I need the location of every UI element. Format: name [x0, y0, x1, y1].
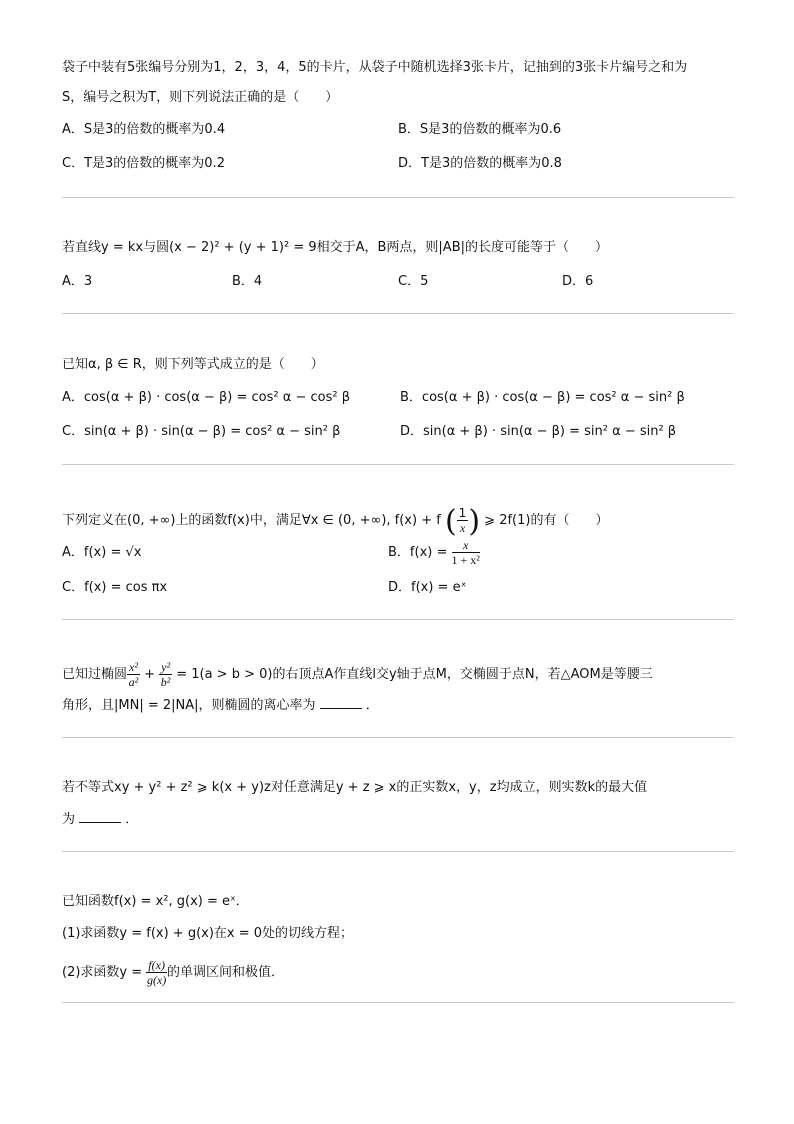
y-squared-over-b-squared	[159, 660, 172, 689]
question-5-lead: 已知过椭圆	[62, 667, 128, 682]
paren-close: )	[468, 504, 481, 539]
question-4-stem	[62, 504, 609, 539]
fraction-numerator: 1	[458, 506, 467, 520]
question-7-part-1: (1)求函数y = f(x) + g(x)在x = 0处的切线方程；	[62, 926, 354, 941]
divider	[62, 197, 734, 198]
question-2-option-b[interactable]: B．4	[232, 274, 263, 289]
part-2-lead: (2)求函数y =	[62, 965, 143, 980]
question-4-option-b[interactable]	[388, 538, 480, 567]
question-3-option-a[interactable]: A．cos(α + β) · cos(α − β) = cos² α − cos² β	[62, 390, 350, 405]
option-b-fraction	[452, 538, 480, 567]
question-5-line2-post: ．	[365, 698, 379, 713]
question-1-stem-line-1: 袋子中装有5张编号分别为1，2，3，4，5的卡片，从袋子中随机选择3张卡片，记抽到的3张卡片编号之和为	[62, 60, 688, 75]
part-2-tail: 的单调区间和极值．	[166, 965, 284, 980]
fraction-denominator: b²	[160, 675, 171, 689]
fraction-numerator: x	[452, 538, 480, 553]
question-5-line2-pre: 角形，且|MN| = 2|NA|，则椭圆的离心率为	[62, 698, 316, 713]
plus-sign: +	[144, 667, 155, 682]
question-4-fraction	[457, 506, 469, 535]
question-5-stem-line-2	[62, 696, 379, 716]
question-6-stem-line-2	[62, 810, 138, 830]
question-1-option-d[interactable]: D．T是3的倍数的概率为0.8	[398, 156, 562, 171]
f-over-g-fraction	[146, 958, 167, 987]
question-7-stem: 已知函数f(x) = x², g(x) = eˣ．	[62, 894, 249, 909]
question-2-option-c[interactable]: C．5	[398, 274, 429, 289]
question-4-option-d[interactable]: D．f(x) = eˣ	[388, 580, 467, 595]
fraction-numerator: y²	[161, 660, 171, 674]
fraction-denominator: a²	[128, 675, 139, 689]
divider	[62, 737, 734, 738]
fraction-denominator: x	[459, 521, 466, 535]
answer-blank[interactable]	[79, 810, 121, 823]
option-b-lead: B．f(x) =	[388, 545, 448, 560]
question-1-option-c[interactable]: C．T是3的倍数的概率为0.2	[62, 156, 225, 171]
question-5-stem-line-1	[62, 660, 653, 689]
divider	[62, 313, 734, 314]
question-4-option-a[interactable]: A．f(x) = √x	[62, 545, 142, 560]
question-2-stem: 若直线y = kx与圆(x − 2)² + (y + 1)² = 9相交于A，B两点，则|AB|的长度可能等于（ ）	[62, 240, 608, 255]
x-squared-over-a-squared	[127, 660, 140, 689]
question-1-stem-line-2: S，编号之积为T，则下列说法正确的是（ ）	[62, 90, 339, 105]
divider	[62, 851, 734, 852]
paren-open: (	[444, 504, 457, 539]
fraction-denominator: 1 + x²	[451, 553, 480, 567]
question-7-part-2	[62, 958, 284, 987]
fraction-denominator: g(x)	[146, 973, 167, 987]
question-2-option-a[interactable]: A．3	[62, 274, 93, 289]
question-3-option-c[interactable]: C．sin(α + β) · sin(α − β) = cos² α − sin² β	[62, 424, 341, 439]
question-3-option-b[interactable]: B．cos(α + β) · cos(α − β) = cos² α − sin² β	[400, 390, 685, 405]
question-6-stem-line-1: 若不等式xy + y² + z² ⩾ k(x + y)z对任意满足y + z ⩾ x的正实数x，y，z均成立，则实数k的最大值	[62, 780, 648, 795]
divider	[62, 1002, 734, 1003]
answer-blank[interactable]	[320, 696, 362, 709]
question-3-option-d[interactable]: D．sin(α + β) · sin(α − β) = sin² α − sin² β	[400, 424, 677, 439]
divider	[62, 619, 734, 620]
fraction-numerator: x²	[129, 660, 138, 674]
question-4-option-c[interactable]: C．f(x) = cos πx	[62, 580, 168, 595]
question-6-line2-post: ．	[125, 812, 139, 827]
divider	[62, 464, 734, 465]
question-5-tail: = 1(a > b > 0)的右顶点A作直线l交y轴于点M，交椭圆于点N，若△AOM是等腰三	[176, 667, 653, 682]
question-4-stem-lead: 下列定义在(0, +∞)上的函数f(x)中，满足∀x ∈ (0, +∞), f(x) + f	[62, 513, 441, 528]
question-6-line2-pre: 为	[62, 812, 76, 827]
question-1-option-a[interactable]: A．S是3的倍数的概率为0.4	[62, 122, 226, 137]
question-1-option-b[interactable]: B．S是3的倍数的概率为0.6	[398, 122, 562, 137]
fraction-numerator: f(x)	[148, 958, 165, 972]
question-3-stem: 已知α, β ∈ R，则下列等式成立的是（ ）	[62, 357, 324, 372]
question-4-stem-tail: ⩾ 2f(1)的有（ ）	[484, 513, 609, 528]
question-2-option-d[interactable]: D．6	[562, 274, 594, 289]
